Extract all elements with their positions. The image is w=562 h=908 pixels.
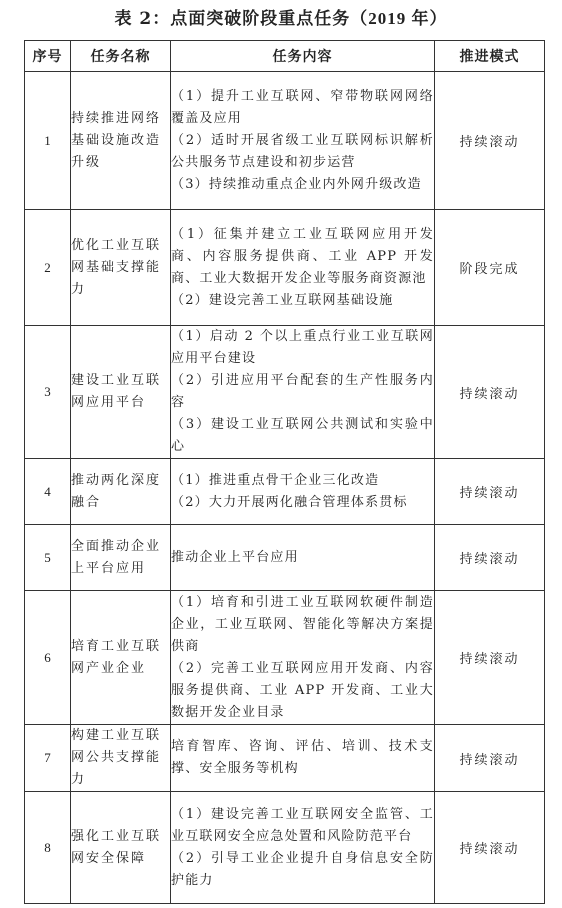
task-name: 强化工业互联网安全保障	[71, 792, 171, 904]
task-content	[171, 326, 435, 459]
header-content: 任务内容	[171, 41, 435, 72]
table-row	[25, 210, 545, 326]
header-num: 序号	[25, 41, 71, 72]
table-title-year: （2019 年）	[350, 9, 448, 28]
task-content	[171, 792, 435, 904]
task-content	[171, 210, 435, 326]
task-item: （1）提升工业互联网、窄带物联网网络覆盖及应用	[171, 88, 434, 126]
task-item: （2）引导工业企业提升自身信息安全防护能力	[171, 850, 434, 888]
task-content	[171, 525, 435, 591]
task-item: 推动企业上平台应用	[171, 549, 299, 565]
task-name: 优化工业互联网基础支撑能力	[71, 210, 171, 326]
header-row	[25, 41, 545, 72]
task-content	[171, 591, 435, 725]
row-num: 1	[25, 72, 71, 210]
table-row	[25, 72, 545, 210]
task-item: （2）引进应用平台配套的生产性服务内容	[171, 373, 434, 410]
table-row	[25, 591, 545, 725]
task-item: （1）推进重点骨干企业三化改造	[171, 472, 380, 488]
header-name: 任务名称	[71, 41, 171, 72]
task-name: 构建工业互联网公共支撑能力	[71, 725, 171, 792]
task-mode: 持续滚动	[435, 72, 545, 210]
table-row	[25, 725, 545, 792]
task-item: （2）完善工业互联网应用开发商、内容服务提供商、工业 APP 开发商、工业大数据开发企业目录	[171, 660, 434, 720]
task-name: 建设工业互联网应用平台	[71, 326, 171, 459]
task-item: （1）培育和引进工业互联网软硬件制造企业，工业互联网、智能化等解决方案提供商	[171, 594, 434, 654]
task-mode: 持续滚动	[435, 792, 545, 904]
row-num: 6	[25, 591, 71, 725]
task-name: 持续推进网络基础设施改造升级	[71, 72, 171, 210]
task-item: （3）持续推动重点企业内外网升级改造	[171, 176, 422, 192]
task-mode: 持续滚动	[435, 459, 545, 525]
task-item: （1）征集并建立工业互联网应用开发商、内容服务提供商、工业 APP 开发商、工业大数据开发企业等服务商资源池	[171, 226, 434, 286]
task-name: 推动两化深度融合	[71, 459, 171, 525]
row-num: 3	[25, 326, 71, 459]
task-item: （3）建设工业互联网公共测试和实验中心	[171, 417, 434, 454]
task-mode: 阶段完成	[435, 210, 545, 326]
task-table	[24, 40, 545, 904]
table-title-main: 表 2：点面突破阶段重点任务	[114, 9, 351, 29]
task-item: （1）启动 2 个以上重点行业工业互联网应用平台建设	[171, 329, 434, 366]
task-content	[171, 725, 435, 792]
task-mode: 持续滚动	[435, 525, 545, 591]
row-num: 7	[25, 725, 71, 792]
header-mode: 推进模式	[435, 41, 545, 72]
task-item: 培育智库、咨询、评估、培训、技术支撑、安全服务等机构	[171, 739, 434, 776]
table-title	[0, 4, 562, 32]
task-item: （2）大力开展两化融合管理体系贯标	[171, 494, 408, 510]
task-name: 全面推动企业上平台应用	[71, 525, 171, 591]
row-num: 4	[25, 459, 71, 525]
table-row	[25, 459, 545, 525]
table-row	[25, 326, 545, 459]
row-num: 8	[25, 792, 71, 904]
task-item: （2）建设完善工业互联网基础设施	[171, 292, 394, 308]
task-content	[171, 72, 435, 210]
row-num: 5	[25, 525, 71, 591]
task-item: （1）建设完善工业互联网安全监管、工业互联网安全应急处置和风险防范平台	[171, 806, 434, 844]
task-content	[171, 459, 435, 525]
task-mode: 持续滚动	[435, 591, 545, 725]
task-mode: 持续滚动	[435, 725, 545, 792]
table-row	[25, 792, 545, 904]
table-row	[25, 525, 545, 591]
task-mode: 持续滚动	[435, 326, 545, 459]
row-num: 2	[25, 210, 71, 326]
task-name: 培育工业互联网产业企业	[71, 591, 171, 725]
task-item: （2）适时开展省级工业互联网标识解析公共服务节点建设和初步运营	[171, 132, 434, 170]
